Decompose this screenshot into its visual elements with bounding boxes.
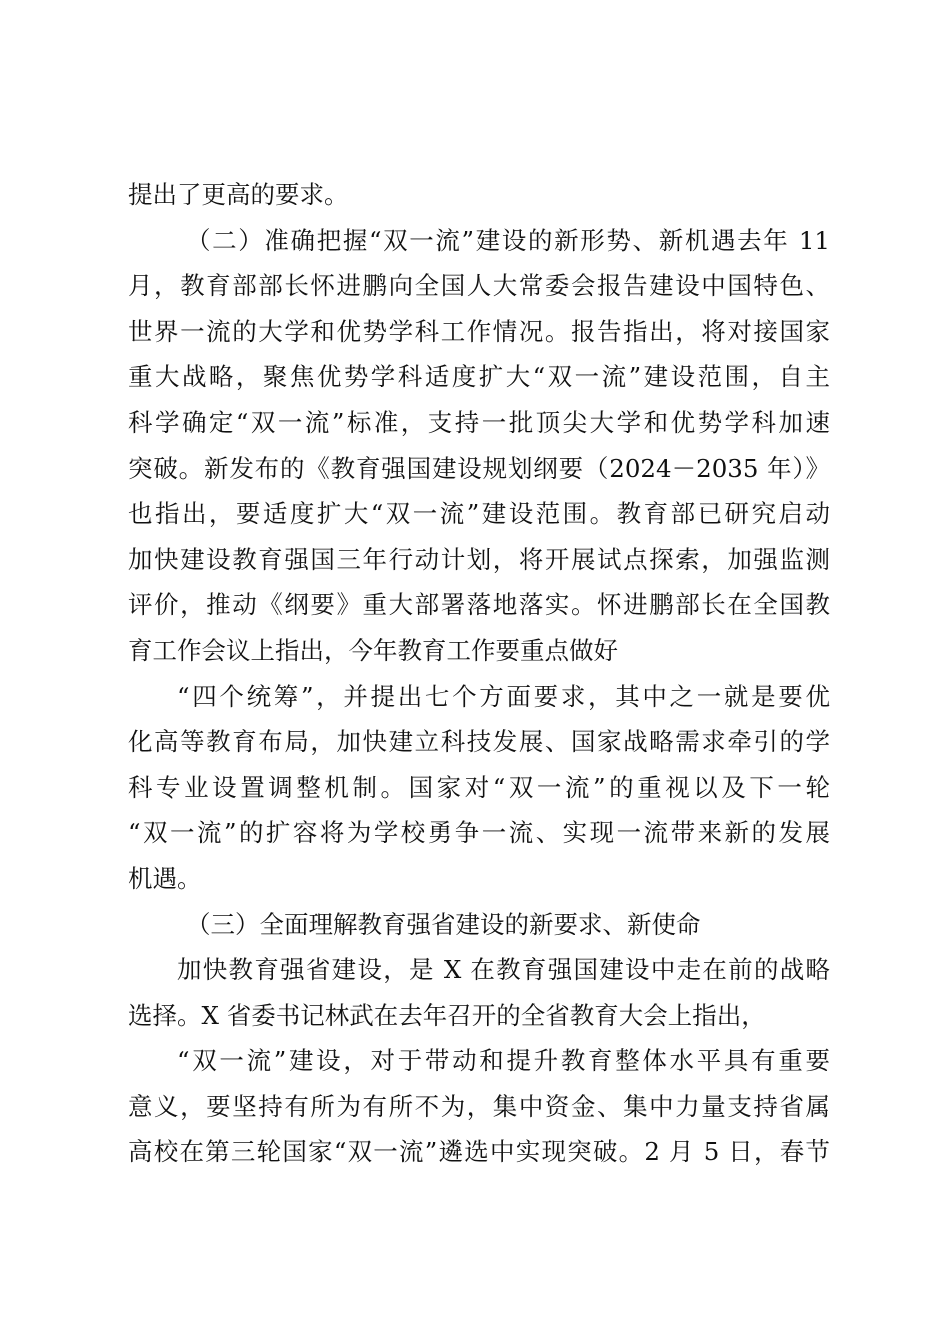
- text-line: 化高等教育布局，加快建立科技发展、国家战略需求牵引的学: [128, 727, 830, 757]
- text-line: 提出了更高的要求。: [128, 180, 349, 209]
- text-line: 科学确定“双一流”标准，支持一批顶尖大学和优势学科加速: [128, 407, 830, 437]
- text-line: 加快建设教育强国三年行动计划，将开展试点探索，加强监测: [128, 544, 830, 574]
- text-line: 育工作会议上指出，今年教育工作要重点做好: [128, 635, 618, 665]
- text-line: 突破。新发布的《教育强国建设规划纲要（2024－2035 年）》: [128, 453, 830, 483]
- text-line: 重大战略，聚焦优势学科适度扩大“双一流”建设范围，自主: [128, 362, 830, 392]
- text-line: “双一流”的扩容将为学校勇争一流、实现一流带来新的发展: [128, 818, 830, 848]
- text-line: 加快教育强省建设，是 X 在教育强国建设中走在前的战略: [177, 955, 830, 985]
- text-line: 意义，要坚持有所为有所不为，集中资金、集中力量支持省属: [128, 1091, 830, 1121]
- text-line: 科专业设置调整机制。国家对“双一流”的重视以及下一轮: [128, 772, 830, 802]
- text-line: 评价，推动《纲要》重大部署落地落实。怀进鹏部长在全国教: [128, 590, 830, 620]
- section-heading-2: （二）准确把握“双一流”建设的新形势、新机遇去年 11: [186, 225, 830, 255]
- text-line: 世界一流的大学和优势学科工作情况。报告指出，将对接国家: [128, 316, 830, 346]
- text-line: “四个统筹”，并提出七个方面要求，其中之一就是要优: [177, 681, 830, 711]
- document-body: [128, 172, 830, 1175]
- text-line: 高校在第三轮国家“双一流”遴选中实现突破。2 月 5 日，春节: [128, 1137, 830, 1167]
- text-line: “双一流”建设，对于带动和提升教育整体水平具有重要: [177, 1046, 830, 1076]
- text-line: 选择。X 省委书记林武在去年召开的全省教育大会上指出，: [128, 1000, 766, 1030]
- section-heading-3: （三）全面理解教育强省建设的新要求、新使命: [186, 909, 701, 939]
- text-line: 机遇。: [128, 863, 202, 893]
- text-line: 也指出，要适度扩大“双一流”建设范围。教育部已研究启动: [128, 499, 830, 529]
- text-line: 月，教育部部长怀进鹏向全国人大常委会报告建设中国特色、: [128, 271, 830, 301]
